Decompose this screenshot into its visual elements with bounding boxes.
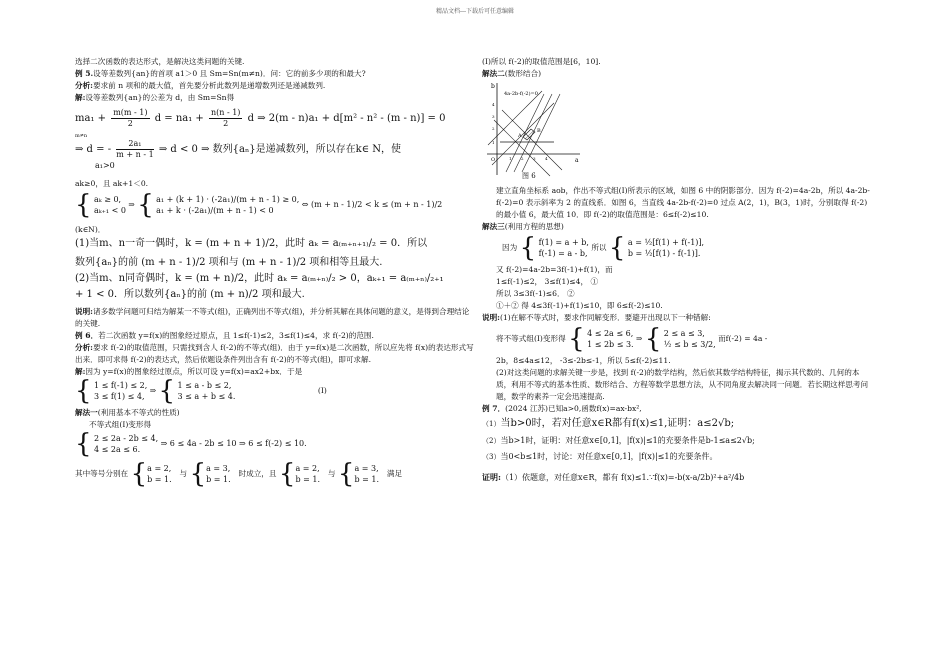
- sys7-1: 2 ≤ 2a - 2b ≤ 4,: [93, 434, 159, 443]
- tick-label: 3: [492, 114, 495, 119]
- eq2-num: 2a₁: [116, 139, 153, 150]
- q2-text: 当b>1时，证明：对任意x∈[0,1]，|f(x)|≤1的充要条件是b-1≤a≤2√b;: [500, 436, 755, 445]
- sys-a2: aₖ₊₁ < 0: [93, 206, 126, 215]
- brace-12: {: [568, 326, 585, 352]
- method-1: [75, 407, 475, 419]
- system-6-left: [94, 380, 147, 402]
- eq1-f1-den: 2: [127, 119, 133, 128]
- analysis-6-label: 分析:: [75, 343, 93, 352]
- note-2: [482, 312, 874, 324]
- k-in-n: (k∈N)．: [75, 225, 106, 234]
- case-1: (1)当m、n一奇一偶时，k = (m + n + 1)/2，此时 aₖ = a₍ₘ₊ₙ₊₁₎/₂ = 0．所以: [75, 238, 428, 249]
- figure-6: [482, 80, 582, 180]
- sys-result: ⇔ (m + n - 1)/2 < k ≤ (m + n - 1)/2: [301, 200, 443, 209]
- tick-label: 4: [545, 156, 548, 161]
- example-6: [75, 330, 475, 342]
- m3-b: 所以: [591, 243, 607, 252]
- proof-text: （1）依题意，对任意x∈R，都有 f(x)≤1.∵f(x)=-b(x-a/2b)²+a²/4b: [500, 473, 745, 482]
- boundary-line: [494, 120, 550, 176]
- example-7-label: 例 7．: [482, 404, 506, 413]
- eq2-part-b: ⇒ d < 0 ⇒ 数列{aₙ}是递减数列，所以存在k∈ N，使: [158, 144, 402, 155]
- q3-number: （3）: [482, 453, 501, 461]
- brace-5: {: [75, 431, 92, 457]
- method-3-label: 解法三: [482, 222, 505, 231]
- wrong-system-1: [587, 328, 634, 350]
- m3-system-1: [539, 237, 589, 259]
- eq2-part-a: ⇒ d = -: [75, 144, 112, 155]
- example-7-text: (2024 江苏)已知a>0,函数f(x)=ax-bx²,: [505, 404, 642, 413]
- eqs-e: 满足: [386, 469, 403, 478]
- q1-text: 当b>0时，若对任意x∈R都有f(x)≤1,证明：a≤2√b;: [500, 418, 735, 429]
- brace-6: {: [130, 461, 148, 487]
- eq1-f2-num: n(n - 1): [210, 108, 241, 117]
- case-1b: 数列{aₙ}的前 (m + n - 1)/2 项和与 (m + n - 1)/2 项和相等且最大.: [75, 257, 383, 268]
- m3-line-1: 又 f(-2)=4a-2b=3f(-1)+f(1)，而: [496, 265, 613, 274]
- q2-number: （2）: [482, 437, 501, 445]
- m3-t2: b = ½[f(1) - f(-1)].: [627, 249, 701, 258]
- wrong-a: 将不等式组(Ⅰ)变形得: [496, 334, 566, 343]
- method-2: [482, 68, 874, 80]
- sys-b1: a₁ + (k + 1) · (-2a₁)/(m + n - 1) ≥ 0,: [156, 195, 300, 204]
- feasible-region: [523, 129, 535, 140]
- tick-label: 1: [509, 156, 512, 161]
- solution-6-label: 解:: [75, 367, 86, 376]
- solution-5: [75, 92, 475, 104]
- figure-6-row: [482, 80, 874, 180]
- implies-arrow: ⇒: [128, 200, 135, 209]
- solution-6-text: 因为 y=f(x)的图象经过原点，所以可设 y=f(x)=ax2+bx．于是: [85, 367, 303, 376]
- note-1-text: 诸多数学问题可归结为解某一不等式(组)，正确列出不等式(组)，并分析其解在具体问题的意义，是得到合理结论的关键.: [75, 307, 470, 328]
- example-6-label: 例 6．: [75, 331, 99, 340]
- analysis-label: 分析:: [75, 81, 93, 90]
- m3-s1: f(1) = a + b,: [538, 238, 589, 247]
- solution-text: 设等差数列{an}的公差为 d，由 Sm=Sn得: [85, 93, 235, 102]
- brace-7: {: [189, 461, 207, 487]
- eq1-part-a: ma₁ +: [75, 113, 107, 124]
- wrong-s2: 1 ≤ 2b ≤ 3.: [587, 340, 634, 349]
- system-6: [75, 378, 475, 404]
- brace-9: {: [337, 461, 355, 487]
- wrong-line: 2b，8≤4a≤12， -3≤-2b≤-1，所以 5≤f(-2)≤11.: [496, 356, 671, 365]
- eq1-fraction-1: [111, 108, 149, 129]
- wrong-t1: 2 ≤ a ≤ 3,: [663, 329, 705, 338]
- m3-system-2: [628, 237, 704, 259]
- example-7: [482, 403, 874, 415]
- boundary-line: [488, 91, 542, 145]
- note-2-label: 说明:: [482, 313, 500, 322]
- question-2: [482, 433, 874, 449]
- example-5: [75, 68, 475, 80]
- note-2-part-2: (2)对这类问题的求解关键一步是，找到 f(-2)的数学结构，然后依其数学结构特征，揭示其代数的、几何的本质，利用不等式的基本性质、数形结合、方程等数学思想方法，从不同角度去解决同一问题．若长期这样思考问题，数学的素养一定会迅速提高.: [496, 368, 869, 401]
- implies-arrow-3: ⇒: [636, 334, 643, 343]
- system-6-right: [177, 380, 235, 402]
- brace-10: {: [519, 235, 537, 261]
- ak-line: ak≥0，且 ak+1＜0.: [75, 179, 149, 188]
- point-a-label: A: [518, 133, 522, 139]
- eqs-s3: a = 2, b = 1.: [295, 464, 321, 484]
- page-header: 精品文档---下载后可任意编辑: [435, 8, 515, 15]
- eq2-part-c: a₁>0: [95, 161, 115, 170]
- eqs-d: 与: [327, 469, 336, 478]
- tick-label: 1: [492, 140, 495, 145]
- analysis-6: [75, 342, 475, 366]
- left-column: [75, 56, 475, 487]
- note-1: [75, 306, 475, 330]
- analysis-text: 要求前 n 项和的最大值，首先要分析此数列是递增数列还是递减数列.: [93, 81, 326, 90]
- tick-label: 4: [492, 102, 495, 107]
- sys6-l1: 1 ≤ f(-1) ≤ 2,: [93, 381, 148, 390]
- m3-line-4: ①＋② 得 4≤3f(-1)+f(1)≤10，即 6≤f(-2)≤10.: [496, 301, 663, 310]
- point-b-label: B: [537, 128, 541, 134]
- example-5-label: 例 5.: [75, 69, 94, 78]
- system-ak-right: [156, 194, 299, 216]
- eq2-den: m + n - 1: [116, 150, 154, 159]
- wrong-t2: ½ ≤ b ≤ 3/2,: [663, 340, 716, 349]
- sys-b2: a₁ + k · (-2a₁)/(m + n - 1) < 0: [156, 206, 274, 215]
- eqs-s1: a = 2, b = 1.: [147, 464, 172, 484]
- equation-2: [75, 139, 475, 160]
- equality-line: [75, 461, 475, 487]
- brace-2: {: [137, 192, 154, 218]
- m3-line-3: 所以 3≤3f(-1)≤6． ②: [496, 289, 575, 298]
- system-7: [75, 431, 475, 457]
- a-axis-label: a: [575, 157, 579, 164]
- sys-a1: aₖ ≥ 0,: [93, 195, 122, 204]
- m3-t1: a = ½[f(1) + f(-1)],: [627, 238, 705, 247]
- eq1-part-c: d ⇒ 2(m - n)a₁ + d[m² - n² - (m - n)] = 0: [247, 113, 446, 124]
- intro-text: 选择二次函数的表达形式，是解决这类问题的关键.: [75, 57, 245, 66]
- wrong-c: 而f(-2) = 4a -: [718, 334, 768, 343]
- brace-1: {: [75, 192, 92, 218]
- note-1-label: 说明:: [75, 307, 93, 316]
- proof: [482, 471, 874, 484]
- method-3: [482, 221, 874, 233]
- eq2-condition: m≠n: [75, 133, 88, 139]
- sys6-r2: 3 ≤ a + b ≤ 4.: [177, 392, 236, 401]
- eqs-a: 其中等号分别在: [75, 469, 129, 478]
- analysis-5: [75, 80, 475, 92]
- system-ak-left: [94, 194, 126, 216]
- sys7-2: 4 ≤ 2a ≤ 6.: [93, 445, 141, 454]
- solution-label: 解:: [75, 93, 86, 102]
- eq2-fraction: [116, 139, 153, 160]
- brace-3: {: [75, 378, 92, 404]
- note-2-text: (1)在解不等式时，要求作同解变形．要避开出现以下一种错解:: [500, 313, 711, 322]
- brace-8: {: [278, 461, 296, 487]
- method-3-text: (利用方程的思想): [504, 222, 564, 231]
- system-6-tag: (Ⅰ): [317, 386, 327, 395]
- example-5-text: 设等差数列{an}的首项 a1＞0 且 Sm=Sn(m≠n)．问：它的前多少项的和最大?: [93, 69, 366, 78]
- method-1-label: 解法一: [75, 408, 98, 417]
- brace-4: {: [158, 378, 176, 404]
- result-line: (Ⅰ)所以 f(-2)的取值范围是[6，10].: [482, 57, 601, 66]
- q1-number: （1）: [482, 420, 501, 428]
- tick-label: 3: [533, 156, 536, 161]
- tick-label: 2: [521, 156, 524, 161]
- m3-a: 因为: [502, 243, 518, 252]
- wrong-solution: [482, 326, 874, 352]
- m3-s2: f(-1) = a - b,: [538, 249, 588, 258]
- method-2-text-block: 建立直角坐标系 aob，作出不等式组(Ⅰ)所表示的区域，如图 6 中的阴影部分．因为 f(-2)=4a-2b，所以 4a-2b-f(-2)=0 表示斜率为 2 的直线系．如图 6，当直线 4a-2b-f(-2)=0 过点 A(2，1)，B(3，1)时，分别取得 f(-2)的最小值 6，最大值 10．即 f(-2)的取值范围是：6≤f(-2)≤10.: [496, 186, 870, 219]
- method-2-text: (数形结合): [504, 69, 542, 78]
- eq1-part-b: d = na₁ +: [154, 113, 204, 124]
- sys7-result: ⇒ 6 ≤ 4a - 2b ≤ 10 ⇒ 6 ≤ f(-2) ≤ 10.: [160, 439, 307, 448]
- analysis-6-text: 要求 f(-2)的取值范围，只需找到含人 f(-2)的不等式(组)．由于 y=f(x)是二次函数，所以应先将 f(x)的表达形式写出来．即可求得 f(-2)的表达式，然后依题设条件列出含有 f(-2)的不等式(组)，即可求解.: [75, 343, 474, 364]
- sys6-r1: 1 ≤ a - b ≤ 2,: [177, 381, 232, 390]
- eq1-fraction-2: [209, 108, 242, 129]
- system-ak: [75, 192, 475, 218]
- system-m3: [482, 235, 874, 261]
- method-2-label: 解法二: [482, 69, 505, 78]
- q3-text: 当0<b≤1时，讨论：对任意x∈[0,1]，|f(x)|≤1的充要条件。: [500, 452, 718, 461]
- eqs-b: 与: [179, 469, 188, 478]
- example-6-text: 若二次函数 y=f(x)的图象经过原点，且 1≤f(-1)≤2，3≤f(1)≤4，求 f(-2)的范围.: [98, 331, 374, 340]
- system-7-left: [94, 433, 158, 455]
- wrong-s1: 4 ≤ 2a ≤ 6,: [587, 329, 634, 338]
- method-1-sub: 不等式组(Ⅰ)变形得: [89, 420, 152, 429]
- sys6-l2: 3 ≤ f(1) ≤ 4,: [93, 392, 145, 401]
- question-1: [482, 415, 874, 433]
- b-axis-label: b: [491, 83, 495, 90]
- brace-11: {: [608, 235, 626, 261]
- implies-arrow-2: ⇒: [149, 386, 157, 395]
- wrong-system-2: [664, 328, 716, 350]
- eqs-s2: a = 3, b = 1.: [206, 464, 231, 484]
- brace-13: {: [644, 326, 662, 352]
- solution-6: [75, 366, 475, 378]
- origin-label: O: [491, 157, 496, 163]
- eq1-f1-num: m(m - 1): [113, 108, 148, 117]
- proof-label: 证明:: [482, 472, 501, 482]
- m3-line-2: 1≤f(-1)≤2， 3≤f(1)≤4， ①: [496, 277, 599, 286]
- eqs-c: 时成立，且: [238, 469, 277, 478]
- method-1-text: (利用基本不等式的性质): [97, 408, 180, 417]
- right-column: [482, 56, 874, 484]
- eqs-s4: a = 3, b = 1.: [354, 464, 379, 484]
- tick-label: 2: [492, 126, 495, 131]
- eq1-f2-den: 2: [223, 119, 229, 128]
- question-3: [482, 449, 874, 465]
- level-line-label: 4a-2b-f(-2)=0: [504, 91, 538, 97]
- equation-1: [75, 108, 475, 129]
- case-2b: + 1 < 0．所以数列{aₙ}的前 (m + n)/2 项和最大.: [75, 289, 305, 300]
- case-2: (2)当m、n同奇偶时，k = (m + n)/2，此时 aₖ = a₍ₘ₊ₙ₎/₂ > 0，aₖ₊₁ = a₍ₘ₊ₙ₎/₂₊₁: [75, 273, 444, 284]
- figure-caption: 图 6: [522, 172, 536, 180]
